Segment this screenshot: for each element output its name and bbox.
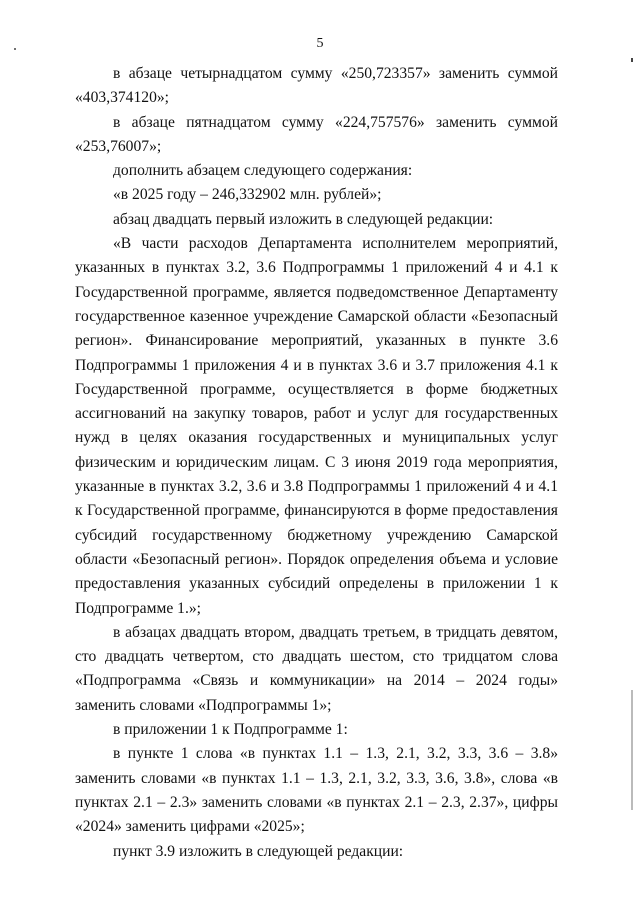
paragraph-replace-subprogram: в абзацах двадцать втором, двадцать третьем, в тридцать девятом, сто двадцать четвертом, сто двадцать шестом, сто тридцатом слова «Подпрограмма «Связь и коммуникации» на 2014 – 2024 годы» заменить словами «Подпрограммы 1»; [75, 623, 558, 714]
paragraph-21-intro: абзац двадцать первый изложить в следующей редакции: [113, 210, 494, 228]
scan-edge-mark [631, 58, 633, 62]
paragraph-appendix-1-intro: в приложении 1 к Подпрограмме 1: [113, 721, 348, 739]
paragraph-amount-15: в абзаце пятнадцатом сумму «224,757576» заменить суммой «253,76007»; [75, 113, 558, 155]
scan-edge-shadow [631, 690, 633, 810]
paragraph-21-new-text: «В части расходов Департамента исполнителем мероприятий, указанных в пунктах 3.2, 3.6 Подпрограммы 1 приложений 4 и 4.1 к Государственной программе, является подведомственное Департаменту государственное казенное учреждение Самарской области «Безопасный регион». Финансирование мероприятий, указанных в пункте 3.6 Подпрограммы 1 приложения 4 и в пунктах 3.6 и 3.7 приложения 4.1 к Государственной программе, осуществляется в форме бюджетных ассигнований на закупку товаров, работ и услуг для государственных нужд в целях оказания государственных и муниципальных услуг физическим и юридическим лицам. С 3 июня 2019 года мероприятия, указанные в пунктах 3.2, 3.6 и 3.8 Подпрограммы 1 приложений 4 и 4.1 к Государственной программе, финансируются в форме предоставления субсидий государственному бюджетному учреждению Самарской области «Безопасный регион». Порядок определения объема и условие предоставления указанных субсидий определены в приложении 1 к Подпрограмме 1.»; [75, 235, 558, 617]
paragraph-point-3-9-intro: пункт 3.9 изложить в следующей редакции: [113, 842, 404, 860]
document-body [75, 62, 558, 864]
paragraph-2025-amount: «в 2025 году – 246,332902 млн. рублей»; [113, 186, 382, 204]
paragraph-amount-14: в абзаце четырнадцатом сумму «250,723357» заменить суммой «403,374120»; [75, 65, 558, 107]
paragraph-point-1-changes: в пункте 1 слова «в пунктах 1.1 – 1.3, 2.1, 3.2, 3.3, 3.6 – 3.8» заменить словами «в пунктах 1.1 – 1.3, 2.1, 3.2, 3.3, 3.6, 3.8», слова «в пунктах 2.1 – 2.3» заменить словами «в пунктах 2.1 – 2.3, 2.37», цифры «2024» заменить цифрами «2025»; [75, 745, 558, 836]
page-number: 5 [316, 36, 324, 51]
paragraph-add-intro: дополнить абзацем следующего содержания: [113, 162, 413, 180]
